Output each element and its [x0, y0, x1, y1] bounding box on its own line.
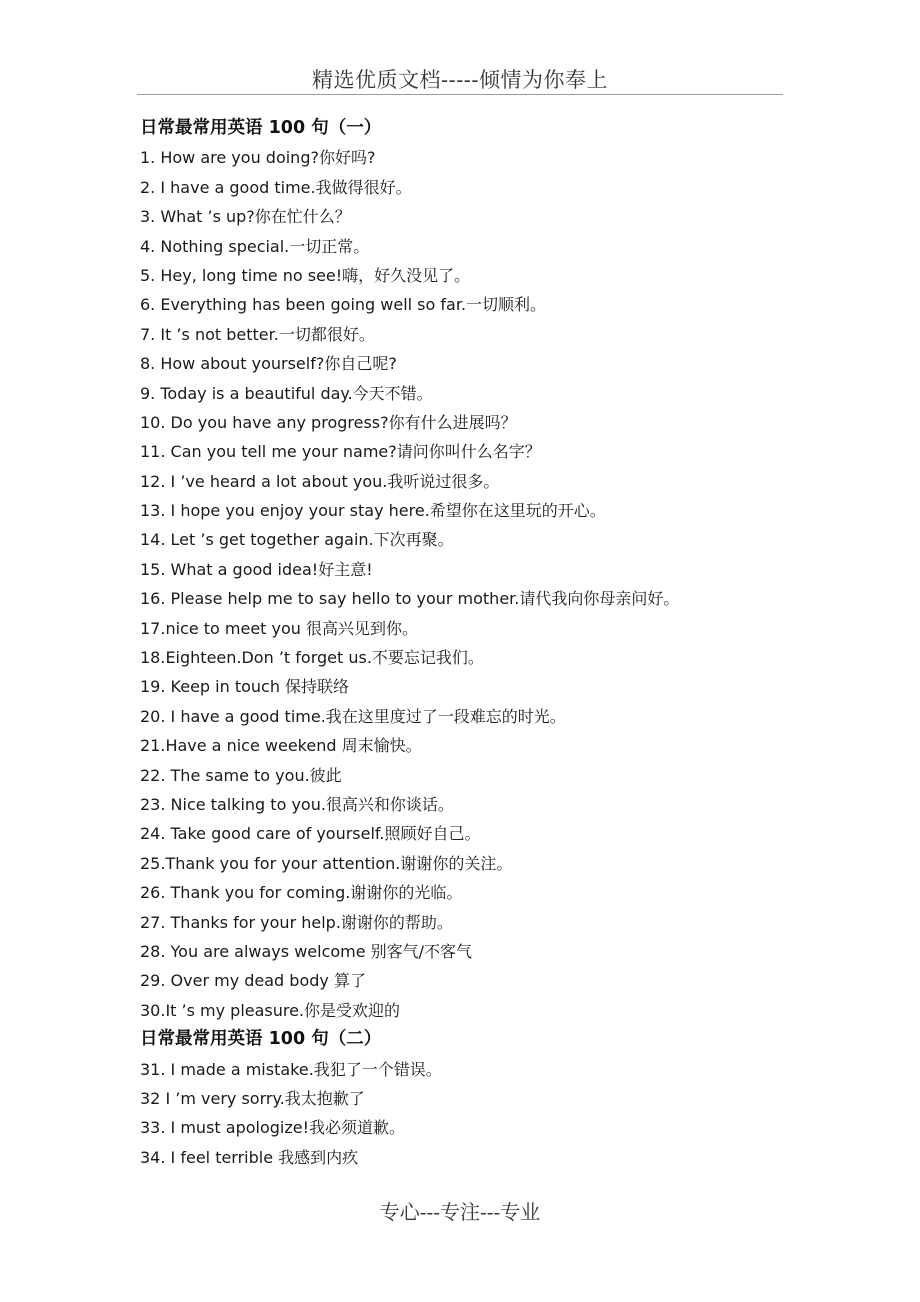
- phrase-line: 7. It ’s not better.一切都很好。: [140, 324, 375, 344]
- phrase-line: 10. Do you have any progress?你有什么进展吗？: [140, 412, 517, 432]
- page-header: 精选优质文档-----倾情为你奉上: [312, 68, 608, 92]
- header-divider: [137, 94, 783, 95]
- phrase-line: 30.It ’s my pleasure.你是受欢迎的: [140, 1000, 401, 1020]
- phrase-line: 32 I ’m very sorry.我太抱歉了: [140, 1088, 365, 1108]
- phrase-line: 31. I made a mistake.我犯了一个错误。: [140, 1059, 442, 1079]
- phrase-line: 27. Thanks for your help.谢谢你的帮助。: [140, 912, 453, 932]
- phrase-list-2: [140, 1055, 780, 1173]
- phrase-line: 34. I feel terrible 我感到内疚: [140, 1147, 359, 1167]
- phrase-list-1: [140, 143, 780, 1025]
- phrase-line: 20. I have a good time.我在这里度过了一段难忘的时光。: [140, 706, 566, 726]
- phrase-line: 4. Nothing special.一切正常。: [140, 236, 370, 256]
- phrase-line: 16. Please help me to say hello to your mother.请代我向你母亲问好。: [140, 589, 680, 609]
- phrase-line: 33. I must apologize!我必须道歉。: [140, 1118, 406, 1138]
- phrase-line: 18.Eighteen.Don ’t forget us.不要忘记我们。: [140, 648, 484, 668]
- phrase-line: 24. Take good care of yourself.照顾好自己。: [140, 824, 481, 844]
- phrase-line: 25.Thank you for your attention.谢谢你的关注。: [140, 853, 513, 873]
- phrase-line: 29. Over my dead body 算了: [140, 971, 366, 991]
- phrase-line: 9. Today is a beautiful day.今天不错。: [140, 383, 433, 403]
- phrase-line: 15. What a good idea!好主意!: [140, 559, 373, 579]
- phrase-line: 26. Thank you for coming.谢谢你的光临。: [140, 883, 463, 903]
- phrase-line: 23. Nice talking to you.很高兴和你谈话。: [140, 794, 454, 814]
- phrase-line: 12. I ’ve heard a lot about you.我听说过很多。: [140, 471, 500, 491]
- phrase-line: 5. Hey, long time no see!嗨，好久没见了。: [140, 265, 471, 285]
- phrase-line: 2. I have a good time.我做得很好。: [140, 177, 412, 197]
- section-title-2: 日常最常用英语 100 句（二）: [140, 1029, 382, 1050]
- phrase-line: 17.nice to meet you 很高兴见到你。: [140, 618, 419, 638]
- phrase-line: 3. What ’s up?你在忙什么？: [140, 207, 351, 227]
- phrase-line: 14. Let ’s get together again.下次再聚。: [140, 530, 454, 550]
- phrase-line: 22. The same to you.彼此: [140, 765, 342, 785]
- phrase-line: 19. Keep in touch 保持联络: [140, 677, 350, 697]
- phrase-line: 21.Have a nice weekend 周末愉快。: [140, 736, 422, 756]
- phrase-line: 6. Everything has been going well so far.一切顺利。: [140, 295, 547, 315]
- phrase-line: 28. You are always welcome 别客气/不客气: [140, 941, 473, 961]
- page-footer: 专心---专注---专业: [379, 1200, 541, 1224]
- phrase-line: 8. How about yourself?你自己呢?: [140, 354, 397, 374]
- phrase-line: 1. How are you doing?你好吗?: [140, 148, 376, 168]
- section-title-1: 日常最常用英语 100 句（一）: [140, 118, 382, 138]
- document-body: [140, 114, 780, 1172]
- phrase-line: 13. I hope you enjoy your stay here.希望你在这里玩的开心。: [140, 501, 606, 521]
- phrase-line: 11. Can you tell me your name?请问你叫什么名字？: [140, 442, 541, 462]
